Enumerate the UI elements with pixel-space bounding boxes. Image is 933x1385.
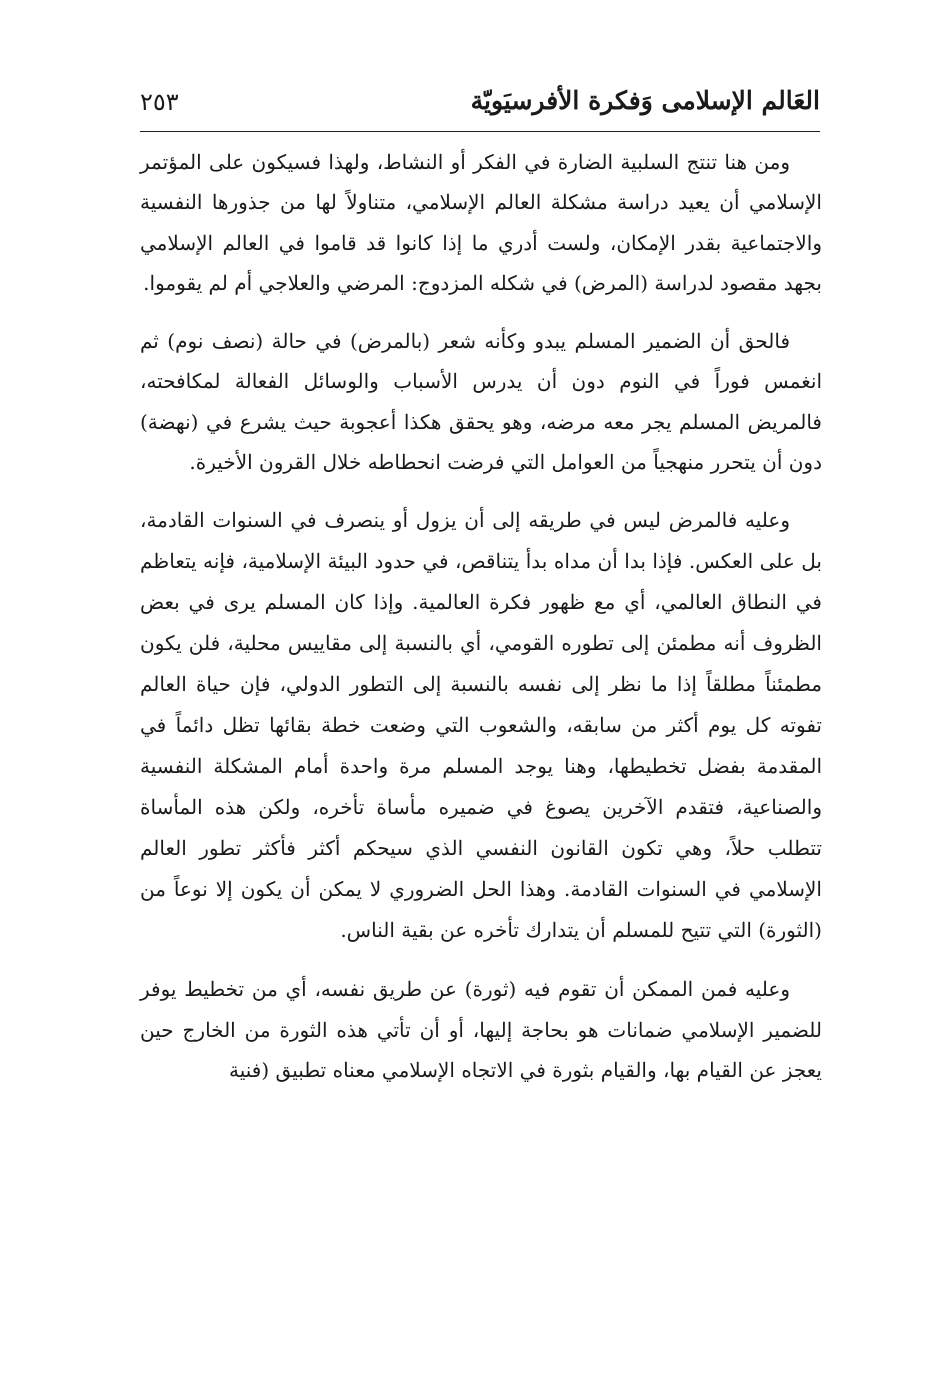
page-number: ٢٥٣ <box>140 88 179 116</box>
running-header <box>140 78 820 128</box>
header-rule <box>140 131 820 132</box>
running-title: العَالم الإسلامى وَفكرة الأفرسيَويّة <box>470 86 820 115</box>
paragraph: وعليه فمن الممكن أن تقوم فيه (ثورة) عن طريق نفسه، أي من تخطيط يوفر للضمير الإسلامي ضمانات هو بحاجة إليها، أو أن تأتي هذه الثورة من الخارج حين يعجز عن القيام بها، والقيام بثورة في الاتجاه الإسلامي معناه تطبيق (فنية <box>140 977 822 1082</box>
body-text <box>140 142 822 1108</box>
paragraph: ومن هنا تنتج السلبية الضارة في الفكر أو النشاط، ولهذا فسيكون على المؤتمر الإسلامي أن يعيد دراسة مشكلة العالم الإسلامي، متناولاً لها من جذورها النفسية والاجتماعية بقدر الإمكان، ولست أدري ما إذا كانوا قد قاموا في العالم الإسلامي بجهد مقصود لدراسة (المرض) في شكله المزدوج: المرضي والعلاجي أم لم يقوموا. <box>140 150 822 295</box>
paragraph: فالحق أن الضمير المسلم يبدو وكأنه شعر (بالمرض) في حالة (نصف نوم) ثم انغمس فوراً في النوم دون أن يدرس الأسباب والوسائل الفعالة لمكافحته، فالمريض المسلم يجر معه مرضه، وهو يحقق هكذا أعجوبة حيث يشرع في (نهضة) دون أن يتحرر منهجياً من العوامل التي فرضت انحطاطه خلال القرون الأخيرة. <box>140 329 822 475</box>
paragraph: وعليه فالمرض ليس في طريقه إلى أن يزول أو ينصرف في السنوات القادمة، بل على العكس. فإذا بدا أن مداه بدأ يتناقص، في حدود البيئة الإسلامية، فإنه يتعاظم في النطاق العالمي، أي مع ظهور فكرة العالمية. وإذا كان المسلم يرى في بعض الظروف أنه مطمئن إلى تطوره القومي، أي بالنسبة إلى مقاييس محلية، فلن يكون مطمئناً مطلقاً إذا ما نظر إلى نفسه بالنسبة إلى التطور الدولي، فإن حياة العالم تفوته كل يوم أكثر من سابقه، والشعوب التي وضعت خطة بقائها تظل دائماً في المقدمة بفضل تخطيطها، وهنا يوجد المسلم مرة واحدة أمام المشكلة النفسية والصناعية، فتقدم الآخرين يصوغ في ضميره مأساة تأخره، ولكن هذه المأساة تتطلب حلاً، وهي تكون القانون النفسي الذي سيحكم أكثر فأكثر تطور العالم الإسلامي في السنوات القادمة. وهذا الحل الضروري لا يمكن أن يكون إلا نوعاً من (الثورة) التي تتيح للمسلم أن يتدارك تأخره عن بقية الناس. <box>140 508 822 943</box>
